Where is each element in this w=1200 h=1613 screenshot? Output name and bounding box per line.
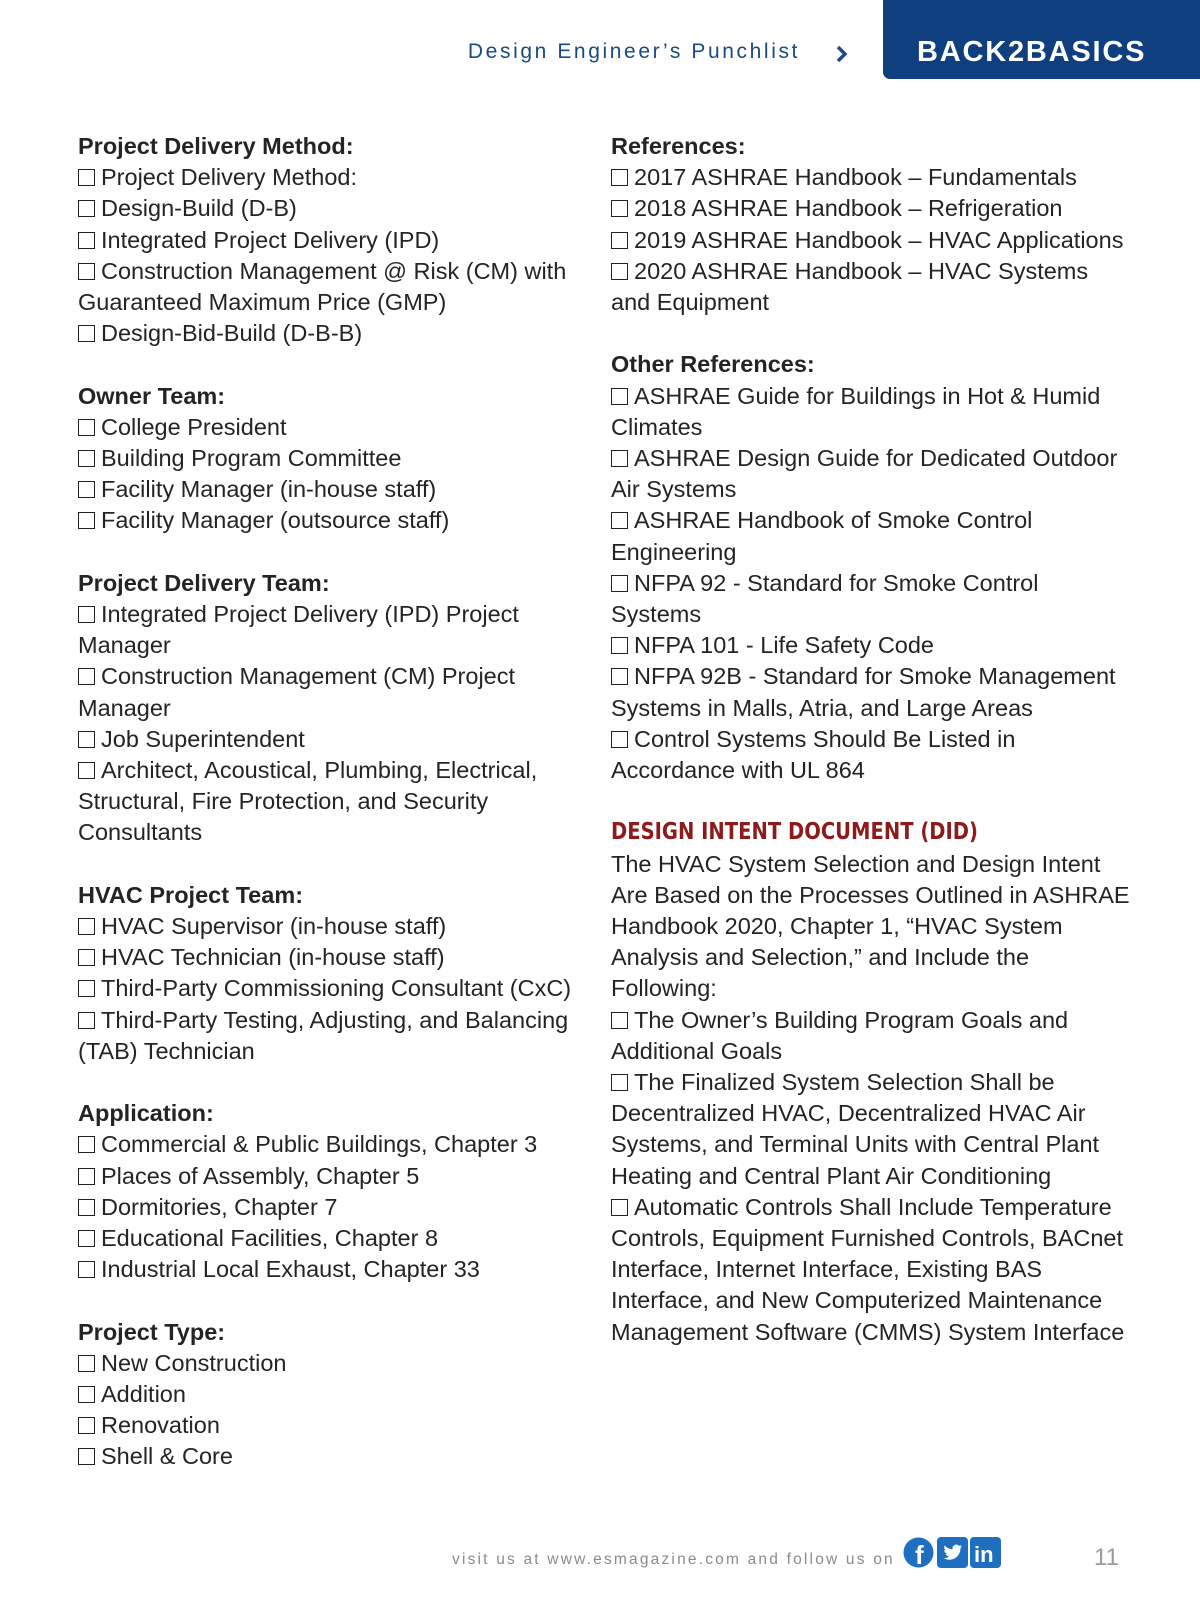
checkbox[interactable] xyxy=(78,1386,95,1403)
checkbox[interactable] xyxy=(78,980,95,997)
checklist-item xyxy=(78,443,593,474)
checklist-item xyxy=(78,193,593,224)
checkbox[interactable] xyxy=(78,450,95,467)
section-heading: Other References: xyxy=(611,351,815,378)
section-application xyxy=(78,1098,593,1285)
item-text: The Finalized System Selection Shall be Decentralized HVAC, Decentralized HVAC Air Systems, and Terminal Units with Central Plant Heating and Central Plant Air Conditioning xyxy=(611,1069,1100,1189)
chevron-right-icon xyxy=(834,43,850,65)
facebook-icon[interactable] xyxy=(903,1537,934,1568)
item-text: College President xyxy=(101,413,287,440)
checklist-item xyxy=(78,755,593,849)
item-text: NFPA 101 - Life Safety Code xyxy=(634,632,935,659)
checklist-item xyxy=(78,1005,593,1067)
checklist-item xyxy=(611,661,1131,723)
item-text: ASHRAE Handbook of Smoke Control Engineering xyxy=(611,507,1033,565)
checkbox[interactable] xyxy=(78,731,95,748)
section-heading: Project Delivery Team: xyxy=(78,569,330,596)
section-references xyxy=(611,131,1131,318)
section-title: Design Engineer’s Punchlist xyxy=(467,40,800,63)
item-text: 2019 ASHRAE Handbook – HVAC Applications xyxy=(634,226,1124,253)
checklist-item xyxy=(611,724,1131,786)
checklist-item xyxy=(611,193,1131,224)
checklist-item xyxy=(78,1441,593,1472)
item-text: HVAC Technician (in-house staff) xyxy=(101,944,445,971)
section-heading: Owner Team: xyxy=(78,382,226,409)
item-text: ASHRAE Design Guide for Dedicated Outdoor Air Systems xyxy=(611,445,1118,503)
checkbox[interactable] xyxy=(611,263,628,280)
checklist-item xyxy=(78,412,593,443)
checkbox[interactable] xyxy=(78,1136,95,1153)
item-text: 2018 ASHRAE Handbook – Refrigeration xyxy=(634,195,1063,222)
facebook-glyph: f xyxy=(915,1540,924,1568)
checkbox[interactable] xyxy=(611,1199,628,1216)
item-text: Third-Party Testing, Adjusting, and Balancing (TAB) Technician xyxy=(78,1006,569,1064)
checklist-item xyxy=(78,1379,593,1410)
section-design-intent-document xyxy=(611,817,1131,1347)
checkbox[interactable] xyxy=(78,1261,95,1278)
checkbox[interactable] xyxy=(78,1448,95,1465)
checklist-item xyxy=(611,381,1131,443)
item-text: ASHRAE Guide for Buildings in Hot & Humid Climates xyxy=(611,382,1101,440)
section-project-type xyxy=(78,1317,593,1473)
checkbox[interactable] xyxy=(611,731,628,748)
item-text: Automatic Controls Shall Include Temperature Controls, Equipment Furnished Controls, BACnet Interface, Internet Interface, Existing BAS Interface, and New Computerized Maintenance Management Software (CMMS) System Interface xyxy=(611,1193,1125,1345)
item-text: Shell & Core xyxy=(101,1443,233,1470)
checklist-item xyxy=(78,318,593,349)
checkbox[interactable] xyxy=(78,949,95,966)
checklist-item xyxy=(78,911,593,942)
item-text: Design-Bid-Build (D-B-B) xyxy=(101,320,363,347)
linkedin-icon[interactable] xyxy=(970,1537,1001,1568)
checkbox[interactable] xyxy=(611,575,628,592)
item-text: Commercial & Public Buildings, Chapter 3 xyxy=(101,1131,538,1158)
checkbox[interactable] xyxy=(78,918,95,935)
checkbox[interactable] xyxy=(78,1168,95,1185)
checklist-item xyxy=(78,1348,593,1379)
checklist-item xyxy=(611,1067,1131,1192)
checklist-item xyxy=(78,661,593,723)
item-text: Educational Facilities, Chapter 8 xyxy=(101,1225,439,1252)
section-hvac-project-team xyxy=(78,880,593,1067)
item-text: New Construction xyxy=(101,1349,287,1376)
checkbox[interactable] xyxy=(78,762,95,779)
did-heading: DESIGN INTENT DOCUMENT (DID) xyxy=(611,819,978,846)
item-text: Renovation xyxy=(101,1412,220,1439)
item-text: Integrated Project Delivery (IPD) Project Manager xyxy=(78,601,519,659)
item-text: Facility Manager (in-house staff) xyxy=(101,476,437,503)
twitter-icon[interactable] xyxy=(937,1537,968,1568)
checkbox[interactable] xyxy=(78,1230,95,1247)
section-owner-team xyxy=(78,381,593,537)
item-text: 2020 ASHRAE Handbook – HVAC Systems and Equipment xyxy=(611,257,1089,316)
page-number: 11 xyxy=(1094,1544,1119,1571)
did-intro: The HVAC System Selection and Design Intent Are Based on the Processes Outlined in ASHRAE Handbook 2020, Chapter 1, “HVAC System Analysis and Selection,” and Include the Following: xyxy=(611,850,1130,1002)
item-text: Places of Assembly, Chapter 5 xyxy=(101,1162,420,1189)
checkbox[interactable] xyxy=(78,1417,95,1434)
item-text: NFPA 92 - Standard for Smoke Control Systems xyxy=(611,569,1039,628)
item-text: Dormitories, Chapter 7 xyxy=(101,1193,338,1220)
checkbox[interactable] xyxy=(78,1355,95,1372)
checklist-item xyxy=(78,256,593,318)
section-heading: Project Type: xyxy=(78,1318,226,1345)
item-text: Project Delivery Method: xyxy=(101,164,357,191)
section-project-delivery-team xyxy=(78,568,593,849)
checklist-item xyxy=(78,1161,593,1192)
checklist-item xyxy=(78,942,593,973)
item-text: 2017 ASHRAE Handbook – Fundamentals xyxy=(634,164,1077,191)
right-column xyxy=(611,131,1131,1379)
checkbox[interactable] xyxy=(78,512,95,529)
section-heading: Project Delivery Method: xyxy=(78,133,354,159)
checklist-item xyxy=(78,1410,593,1441)
checklist-item xyxy=(78,973,593,1004)
checklist-item xyxy=(611,1192,1131,1348)
checklist-item xyxy=(78,1192,593,1223)
checklist-item xyxy=(611,1005,1131,1067)
item-text: NFPA 92B - Standard for Smoke Management Systems in Malls, Atria, and Large Areas xyxy=(611,663,1116,721)
checkbox[interactable] xyxy=(78,419,95,436)
checklist-item xyxy=(611,505,1131,567)
checkbox[interactable] xyxy=(78,325,95,342)
item-text: Job Superintendent xyxy=(101,725,305,752)
checkbox[interactable] xyxy=(78,232,95,249)
checklist-item xyxy=(78,599,593,661)
item-text: Construction Management (CM) Project Manager xyxy=(78,663,516,721)
item-text: Architect, Acoustical, Plumbing, Electrical, Structural, Fire Protection, and Security Consultants xyxy=(78,757,538,846)
checkbox[interactable] xyxy=(611,1012,628,1029)
checklist-item xyxy=(78,474,593,505)
checkbox[interactable] xyxy=(611,512,628,529)
checkbox[interactable] xyxy=(611,668,628,685)
checkbox[interactable] xyxy=(611,637,628,654)
checklist-item xyxy=(78,724,593,755)
checkbox[interactable] xyxy=(78,606,95,623)
checklist-item xyxy=(611,630,1131,661)
checkbox[interactable] xyxy=(611,1074,628,1091)
checkbox[interactable] xyxy=(78,263,95,280)
checklist-item xyxy=(78,505,593,536)
checkbox[interactable] xyxy=(78,1012,95,1029)
item-text: Facility Manager (outsource staff) xyxy=(101,507,450,534)
checkbox[interactable] xyxy=(78,1199,95,1216)
checklist-item xyxy=(78,1129,593,1160)
item-text: Control Systems Should Be Listed in Accordance with UL 864 xyxy=(611,725,1016,784)
checklist-item xyxy=(611,162,1131,193)
checklist-item xyxy=(78,1223,593,1254)
checkbox[interactable] xyxy=(78,169,95,186)
checklist-item xyxy=(611,443,1131,505)
checkbox[interactable] xyxy=(78,481,95,498)
item-text: Addition xyxy=(101,1381,186,1408)
item-text: HVAC Supervisor (in-house staff) xyxy=(101,913,447,940)
item-text: Third-Party Commissioning Consultant (CxC) xyxy=(101,975,572,1002)
checklist-item xyxy=(78,162,593,193)
checklist-item xyxy=(78,225,593,256)
left-column xyxy=(78,131,593,1504)
checkbox[interactable] xyxy=(78,200,95,217)
item-text: Construction Management @ Risk (CM) with Guaranteed Maximum Price (GMP) xyxy=(78,257,567,316)
item-text: Integrated Project Delivery (IPD) xyxy=(101,226,440,253)
section-other-references xyxy=(611,349,1131,786)
item-text: Design-Build (D-B) xyxy=(101,195,297,222)
checklist-item xyxy=(611,225,1131,256)
section-heading: References: xyxy=(611,133,746,159)
checklist-item xyxy=(78,1254,593,1285)
linkedin-glyph: in xyxy=(974,1542,994,1567)
brand-tab: BACK2BASICS xyxy=(883,0,1200,79)
checkbox[interactable] xyxy=(611,200,628,217)
checkbox[interactable] xyxy=(611,388,628,405)
checklist-item xyxy=(611,256,1131,318)
checkbox[interactable] xyxy=(611,450,628,467)
footer-text: visit us at www.esmagazine.com and follow us on xyxy=(452,1551,895,1568)
item-text: The Owner’s Building Program Goals and Additional Goals xyxy=(611,1006,1069,1064)
item-text: Building Program Committee xyxy=(101,445,402,472)
section-heading: HVAC Project Team: xyxy=(78,881,304,908)
checkbox[interactable] xyxy=(611,232,628,249)
checklist-item xyxy=(611,568,1131,630)
section-heading: Application: xyxy=(78,1100,214,1127)
checkbox[interactable] xyxy=(78,668,95,685)
item-text: Industrial Local Exhaust, Chapter 33 xyxy=(101,1256,480,1283)
checkbox[interactable] xyxy=(611,169,628,186)
section-project-delivery-method xyxy=(78,131,593,349)
